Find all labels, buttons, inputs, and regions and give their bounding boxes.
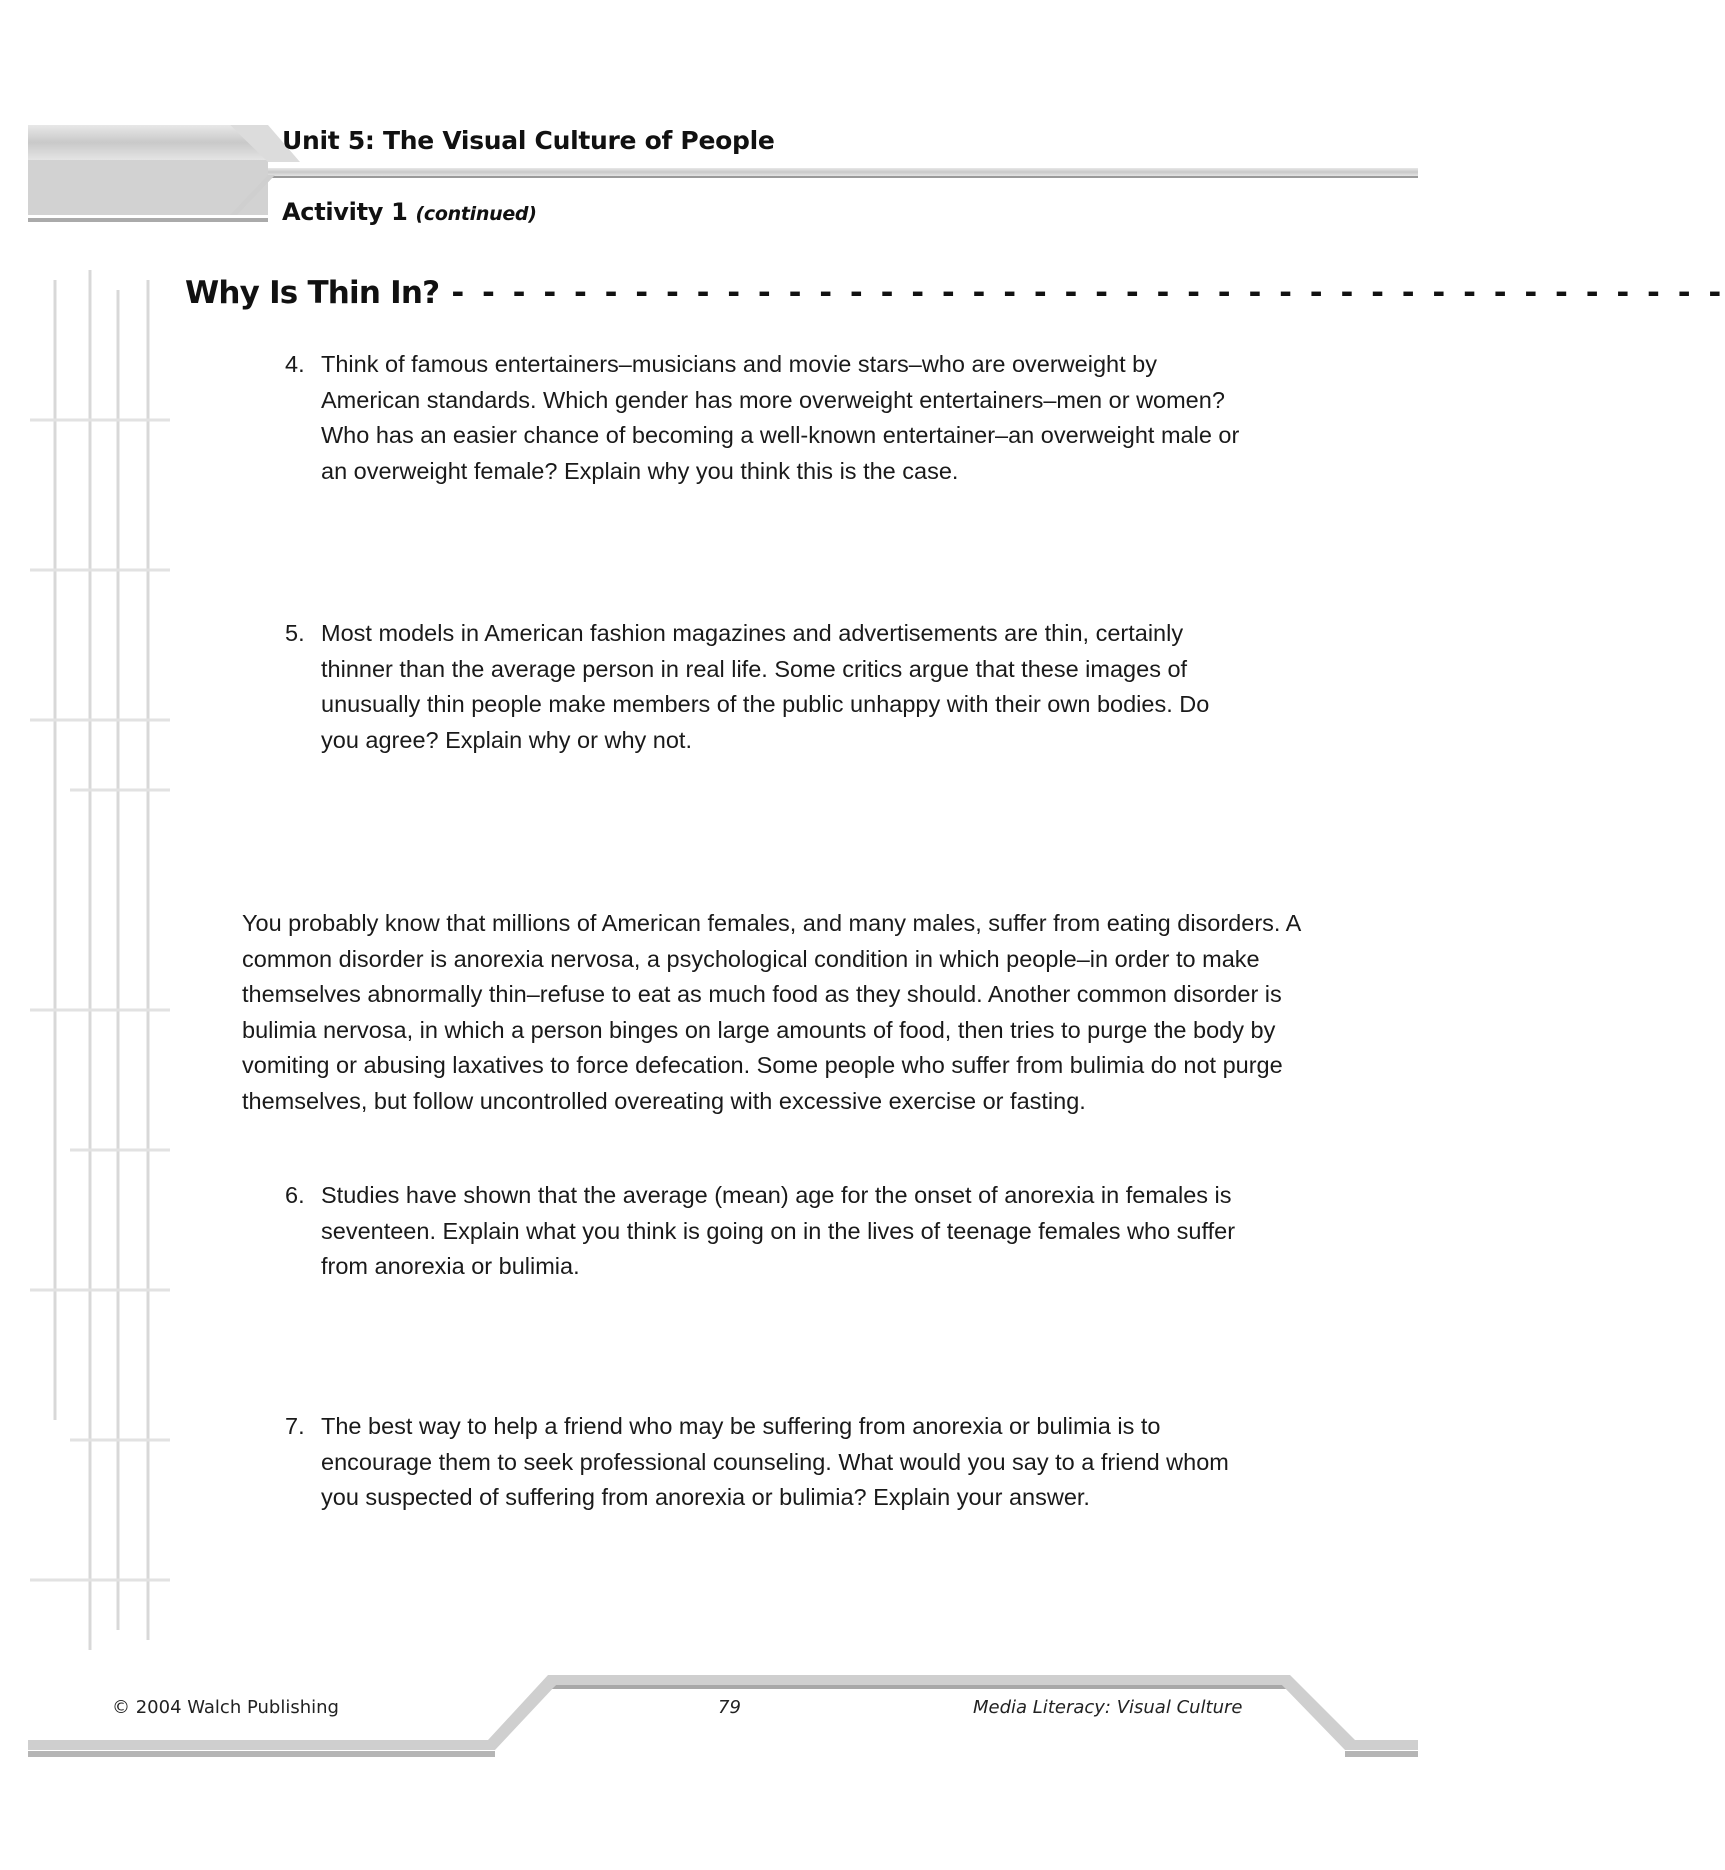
activity-label: Activity 1 — [282, 198, 408, 226]
unit-title: Unit 5: The Visual Culture of People — [282, 126, 775, 155]
section-heading — [185, 275, 1725, 311]
section-dash-rule: - - - - - - - - - - - - - - - - - - - - - - - - - - - - - - - - - - - - - - - - - - — [451, 275, 1725, 311]
left-rail-decoration — [0, 270, 170, 1650]
activity-continued-note: (continued) — [415, 203, 537, 225]
question-text: Studies have shown that the average (mean) age for the onset of anorexia in females is seventeen. Explain what you think is going on in the lives of teenage females who suffer from anorexia or bulimia. — [321, 1182, 1236, 1279]
section-title: Why Is Thin In? — [185, 275, 440, 311]
footer-page-number: 79 — [718, 1697, 741, 1718]
question-text: Think of famous entertainers–musicians and movie stars–who are overweight by American standards. Which gender has more overweight entertainers–men or women? Who has an easier chance of becoming a well-known entertainer–an overweight male or an overweight female? Explain why you think this is the case. — [321, 351, 1240, 484]
question-number: 4. — [285, 351, 305, 377]
question-number: 7. — [285, 1413, 305, 1439]
question-5 — [285, 616, 1245, 758]
eating-disorders-paragraph: You probably know that millions of American females, and many males, suffer from eating disorders. A common disorder is anorexia nervosa, a psychological condition in which people–in order to make themselves abnormally thin–refuse to eat as much food as they should. Another common disorder is bulimia nervosa, in which a person binges on large amounts of food, then tries to purge the body by vomiting or abusing laxatives to force defecation. Some people who suffer from bulimia do not purge themselves, but follow uncontrolled overeating with excessive exercise or fasting. — [242, 910, 1301, 1114]
question-text: Most models in American fashion magazines and advertisements are thin, certainly thinner than the average person in real life. Some critics argue that these images of unusually thin people make members of the public unhappy with their own bodies. Do you agree? Explain why or why not. — [321, 620, 1210, 753]
question-number: 5. — [285, 620, 305, 646]
footer-book-title: Media Literacy: Visual Culture — [973, 1697, 1243, 1718]
question-7 — [285, 1409, 1245, 1516]
question-text: The best way to help a friend who may be suffering from anorexia or bulimia is to encourage them to seek professional counseling. What would you say to a friend whom you suspected of suffering from anorexia or bulimia? Explain your answer. — [321, 1413, 1229, 1510]
question-number: 6. — [285, 1182, 305, 1208]
question-6 — [285, 1178, 1245, 1285]
footer-copyright: © 2004 Walch Publishing — [112, 1697, 339, 1718]
activity-title — [282, 198, 537, 226]
question-4 — [285, 347, 1245, 489]
